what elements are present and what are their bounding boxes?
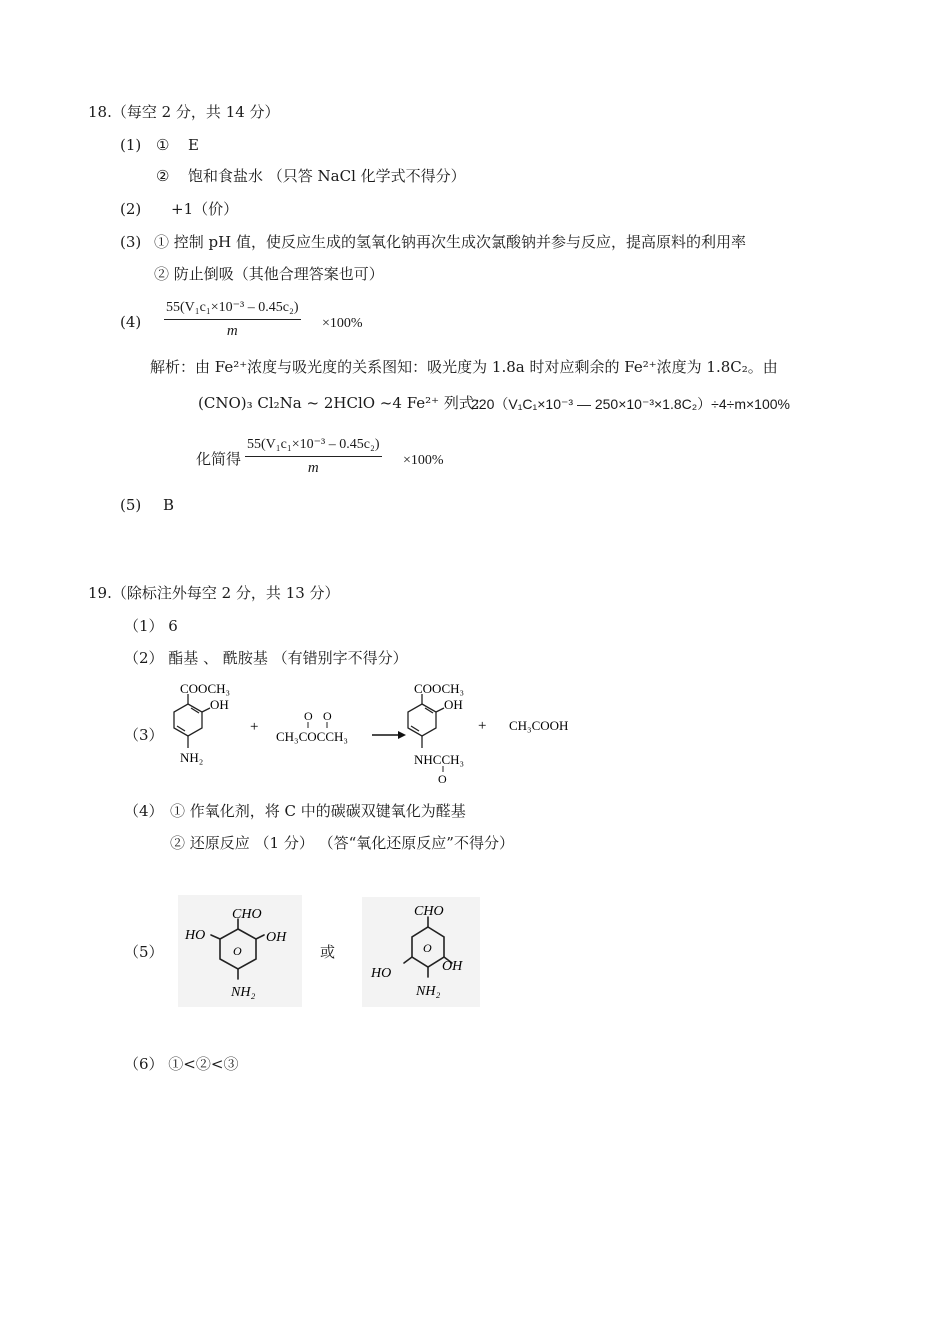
q19-p1: （1） 6 — [124, 617, 178, 635]
q18-analysis-2b: 220（V₁C₁×10⁻³ — 250×10⁻³×1.8C₂）÷4÷m×100% — [471, 396, 790, 412]
reaction-scheme — [150, 676, 610, 786]
handwritten-structure-1 — [178, 895, 302, 1007]
q18-p1-label: (1) — [120, 136, 142, 154]
plus-sign: + — [250, 719, 259, 735]
q19-p5-label: （5） — [124, 943, 164, 961]
hand1-cho: CHO — [232, 907, 262, 922]
q18-analysis-1: 解析：由 Fe²⁺浓度与吸光度的关系图知：吸光度为 1.8a 时对应剩余的 Fe²⁺浓度为 1.8C₂。由 — [150, 358, 778, 376]
reactant-1-nh2: NH₂ — [180, 750, 204, 765]
product — [408, 694, 444, 748]
byproduct: CH₃COOH — [509, 718, 569, 733]
hand2-cho: CHO — [414, 904, 444, 919]
hand2-oh: OH — [442, 959, 463, 974]
q19-p6: （6） ①<②<③ — [124, 1055, 239, 1073]
q19-p2: （2） 酯基 、 酰胺基 （有错别字不得分） — [124, 649, 408, 667]
q18-p1-b-mark: ② — [156, 167, 170, 185]
q18-p2-text: +1（价） — [171, 200, 239, 218]
reactant-1-oh: OH — [210, 697, 229, 712]
q18-p1-b-text: 饱和食盐水 （只答 NaCl 化学式不得分） — [188, 167, 466, 185]
reactant-1 — [174, 694, 210, 748]
q18-analysis-2a: (CNO)₃ Cl₂Na ~ 2HClO ~4 Fe²⁺ 列式： — [198, 394, 489, 412]
hand2-nh2: NH₂ — [416, 984, 441, 999]
hand1-ho: HO — [185, 928, 206, 943]
formula-tail: ×100% — [403, 453, 444, 468]
formula-numerator: 55(V₁c₁×10⁻³ – 0.45c₂) — [247, 437, 380, 452]
product-nhcch3: NHCCH₃ — [414, 752, 465, 767]
q19-p4-a: ① 作氧化剂，将 C 中的碳碳双键氧化为醛基 — [170, 802, 466, 820]
hand1-oh: OH — [266, 930, 287, 945]
formula-denominator: m — [226, 323, 238, 339]
reagent-anhydride: CH₃COCCH₃ — [276, 729, 348, 744]
q18-p5-label: (5) — [120, 496, 142, 514]
product-cooch3: COOCH₃ — [414, 681, 465, 696]
product-oh: OH — [444, 697, 463, 712]
formula-numerator: 55(V₁c₁×10⁻³ – 0.45c₂) — [166, 300, 299, 315]
q18-analysis-3: 化简得 — [196, 450, 242, 468]
q18-p1-a-text: E — [188, 136, 199, 154]
reactant-1-cooch3: COOCH₃ — [180, 681, 231, 696]
product-o: O — [438, 772, 447, 786]
q19-p3-label: （3） — [124, 726, 164, 744]
q19-header: 19.（除标注外每空 2 分，共 13 分） — [88, 584, 340, 602]
or-label: 或 — [320, 943, 336, 961]
formula-tail: ×100% — [322, 316, 363, 331]
hand1-nh2: NH₂ — [231, 985, 256, 1000]
q19-p4-label: （4） — [124, 802, 164, 820]
q19-p4-b: ② 还原反应 （1 分） （答“氧化还原反应”不得分） — [170, 834, 514, 852]
q18-p5-text: B — [163, 496, 175, 514]
reagent-o-1: O — [304, 709, 313, 723]
q18-formula — [164, 299, 301, 340]
hand2-ho: HO — [371, 966, 392, 981]
reaction-arrow — [372, 731, 406, 739]
q18-header: 18.（每空 2 分，共 14 分） — [88, 103, 280, 121]
q18-p4-label: (4) — [120, 313, 142, 331]
q18-p3-label: (3) — [120, 233, 142, 251]
formula-denominator: m — [307, 460, 319, 476]
reagent-o-2: O — [323, 709, 332, 723]
q18-formula-simplified — [245, 436, 382, 477]
q18-p1-a-mark: ① — [156, 136, 170, 154]
q18-p2-label: (2) — [120, 200, 142, 218]
plus-sign: + — [478, 718, 487, 734]
handwritten-structure-2 — [362, 897, 480, 1007]
q18-p3-a: ① 控制 pH 值，使反应生成的氢氧化钠再次生成次氯酸钠并参与反应，提高原料的利用率 — [154, 233, 746, 251]
hand1-ring-circle: O — [233, 944, 242, 958]
hand2-ring-circle: O — [423, 941, 432, 955]
q18-p3-b: ② 防止倒吸（其他合理答案也可） — [154, 265, 384, 283]
